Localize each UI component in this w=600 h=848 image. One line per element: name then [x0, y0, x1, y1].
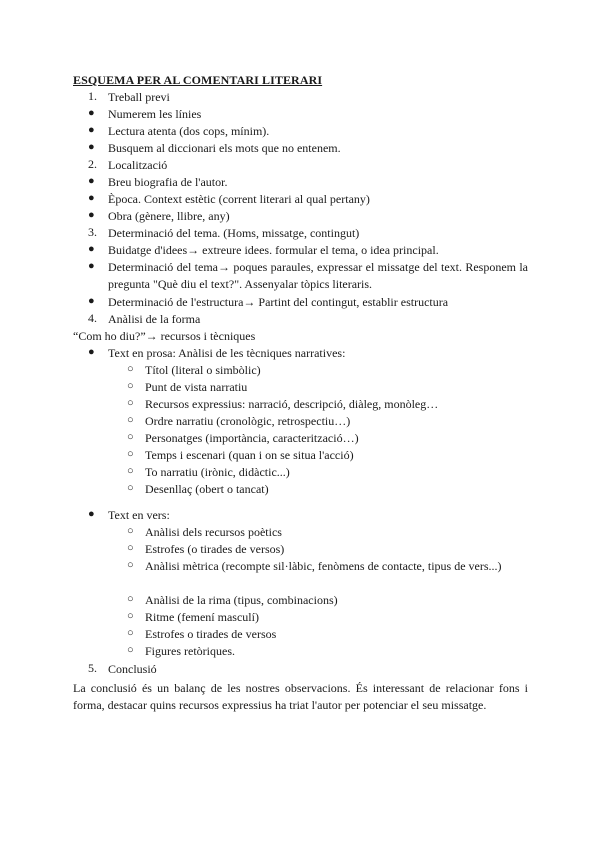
circle-bullet-icon: ○	[127, 465, 134, 477]
document-title: ESQUEMA PER AL COMENTARI LITERARI	[73, 73, 323, 87]
bullet-icon: ●	[88, 260, 95, 272]
circle-bullet-icon: ○	[127, 414, 134, 426]
list-item: Numerem les línies	[108, 107, 202, 121]
bullet-icon: ●	[88, 141, 95, 153]
bullet-icon: ●	[88, 243, 95, 255]
list-item: Determinació del tema→ poques paraules, expressar el missatge del text. Responem la pregunta "Què diu el text?". Assenyalar tòpics literaris.	[108, 260, 528, 291]
section-heading-forma: Anàlisi de la forma	[108, 312, 201, 326]
list-item: Recursos expressius: narració, descripció, diàleg, monòleg…	[145, 397, 439, 411]
section-number: 5.	[88, 661, 97, 675]
circle-bullet-icon: ○	[127, 380, 134, 392]
list-item: Breu biografia de l'autor.	[108, 175, 228, 189]
circle-bullet-icon: ○	[127, 431, 134, 443]
list-item: Desenllaç (obert o tancat)	[145, 482, 269, 496]
list-item: Buidatge d'idees→ extreure idees. formular el tema, o idea principal.	[108, 243, 439, 257]
list-item: Ritme (femení masculí)	[145, 610, 259, 624]
bullet-icon: ●	[88, 508, 95, 520]
text-vers-heading: Text en vers:	[108, 508, 170, 522]
list-item: Anàlisi mètrica (recompte sil·làbic, fenòmens de contacte, tipus de vers...)	[145, 559, 502, 573]
circle-bullet-icon: ○	[127, 627, 134, 639]
bullet-icon: ●	[88, 192, 95, 204]
list-item: Estrofes (o tirades de versos)	[145, 542, 285, 556]
circle-bullet-icon: ○	[127, 525, 134, 537]
circle-bullet-icon: ○	[127, 448, 134, 460]
list-item: Punt de vista narratiu	[145, 380, 248, 394]
list-item: Obra (gènere, llibre, any)	[108, 209, 230, 223]
text-prosa-heading: Text en prosa: Anàlisi de les tècniques narratives:	[108, 346, 346, 360]
section-number: 2.	[88, 157, 97, 171]
list-item: Figures retòriques.	[145, 644, 235, 658]
section-heading-localitzacio: Localització	[108, 158, 168, 172]
com-ho-diu-line: “Com ho diu?”→ recursos i tècniques	[73, 329, 256, 343]
section-heading-tema: Determinació del tema. (Homs, missatge, contingut)	[108, 226, 360, 240]
section-heading-treball-previ: Treball previ	[108, 90, 170, 104]
list-item: Personatges (importància, caracterització…)	[145, 431, 359, 445]
bullet-icon: ●	[88, 124, 95, 136]
list-item: Època. Context estètic (corrent literari al qual pertany)	[108, 192, 370, 206]
circle-bullet-icon: ○	[127, 593, 134, 605]
circle-bullet-icon: ○	[127, 559, 134, 571]
circle-bullet-icon: ○	[127, 644, 134, 656]
circle-bullet-icon: ○	[127, 397, 134, 409]
bullet-icon: ●	[88, 175, 95, 187]
list-item: Temps i escenari (quan i on se situa l'acció)	[145, 448, 354, 462]
list-item: Lectura atenta (dos cops, mínim).	[108, 124, 270, 138]
list-item: Determinació de l'estructura→ Partint del contingut, establir estructura	[108, 295, 449, 309]
list-item: Anàlisi de la rima (tipus, combinacions)	[145, 593, 338, 607]
section-number: 1.	[88, 89, 97, 103]
bullet-icon: ●	[88, 346, 95, 358]
circle-bullet-icon: ○	[127, 542, 134, 554]
list-item: Ordre narratiu (cronològic, retrospectiu…)	[145, 414, 351, 428]
section-heading-conclusio: Conclusió	[108, 662, 157, 676]
list-item: Busquem al diccionari els mots que no entenem.	[108, 141, 341, 155]
circle-bullet-icon: ○	[127, 363, 134, 375]
bullet-icon: ●	[88, 209, 95, 221]
conclusion-paragraph: La conclusió és un balanç de les nostres observacions. És interessant de relacionar fons i forma, destacar quins recursos expressius ha triat l'autor per potenciar el seu missatge.	[73, 681, 528, 712]
list-item: Estrofes o tirades de versos	[145, 627, 277, 641]
list-item: Anàlisi dels recursos poètics	[145, 525, 282, 539]
list-item: To narratiu (irònic, didàctic...)	[145, 465, 290, 479]
list-item: Títol (literal o simbòlic)	[145, 363, 261, 377]
bullet-icon: ●	[88, 295, 95, 307]
section-number: 4.	[88, 311, 97, 325]
section-number: 3.	[88, 225, 97, 239]
circle-bullet-icon: ○	[127, 482, 134, 494]
circle-bullet-icon: ○	[127, 610, 134, 622]
bullet-icon: ●	[88, 107, 95, 119]
